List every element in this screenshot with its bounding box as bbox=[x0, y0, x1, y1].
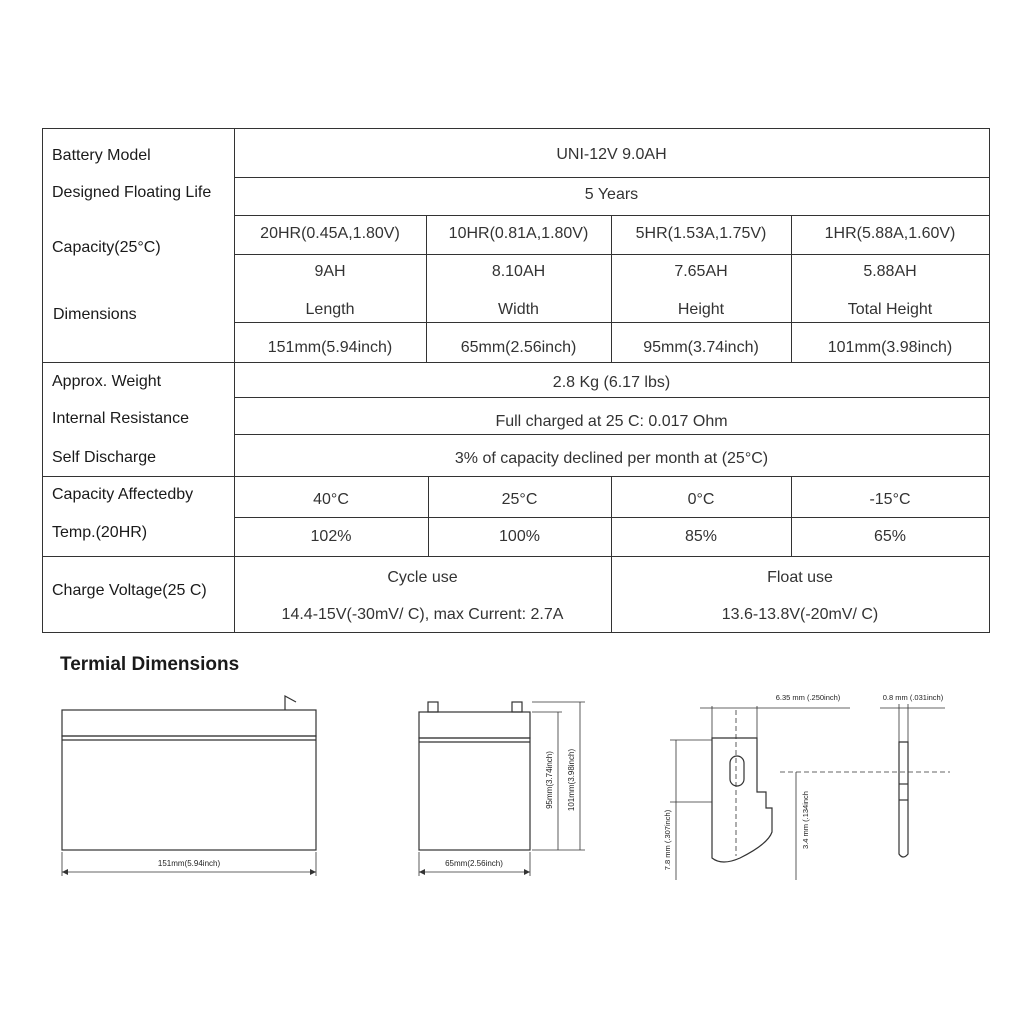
row-divider bbox=[43, 476, 989, 477]
side-height-label: 95mm(3.74inch) bbox=[545, 751, 554, 809]
temp-header: 25°C bbox=[501, 491, 538, 508]
tab-slot-label: 3.4 mm (.134inch bbox=[801, 791, 810, 849]
float-use-label: Float use bbox=[767, 569, 833, 586]
temp-value: 85% bbox=[684, 528, 718, 545]
capacity-value: 9AH bbox=[314, 263, 346, 280]
temp-label-line1: Capacity Affectedby bbox=[52, 486, 194, 503]
side-width-label: 65mm(2.56inch) bbox=[445, 859, 503, 868]
dimension-header: Length bbox=[305, 301, 355, 318]
dimension-header: Total Height bbox=[847, 301, 933, 318]
dimension-value: 101mm(3.98inch) bbox=[827, 339, 953, 356]
self-discharge-value: 3% of capacity declined per month at (25°C) bbox=[454, 450, 769, 467]
dimension-value: 65mm(2.56inch) bbox=[460, 339, 577, 356]
capacity-value: 5.88AH bbox=[863, 263, 917, 280]
side-total-height-label: 101mm(3.98inch) bbox=[567, 748, 576, 812]
capacity-rate: 20HR(0.45A,1.80V) bbox=[260, 225, 400, 242]
temp-header: 40°C bbox=[313, 491, 349, 508]
tab-thickness-label: 0.8 mm (.031inch) bbox=[882, 693, 944, 702]
row-divider bbox=[234, 397, 989, 398]
self-discharge-label: Self Discharge bbox=[52, 449, 157, 466]
terminal-tab-side-drawing bbox=[880, 704, 945, 857]
temp-value: 102% bbox=[310, 528, 352, 545]
tab-lower-label: 7.8 mm (.307inch) bbox=[663, 809, 672, 871]
weight-label: Approx. Weight bbox=[52, 373, 162, 390]
capacity-value: 7.65AH bbox=[674, 263, 728, 280]
temp-header: 0°C bbox=[687, 491, 715, 508]
weight-value: 2.8 Kg (6.17 lbs) bbox=[552, 374, 671, 391]
row-divider bbox=[234, 177, 989, 178]
temp-value: 100% bbox=[499, 528, 540, 545]
resistance-value: Full charged at 25 C: 0.017 Ohm bbox=[495, 413, 728, 430]
cycle-use-value: 14.4-15V(-30mV/ C), max Current: 2.7A bbox=[281, 606, 564, 623]
side-view-drawing bbox=[419, 702, 585, 876]
row-divider bbox=[234, 434, 989, 435]
terminal-dimensions-title: Termial Dimensions bbox=[60, 654, 240, 675]
floating-life-label: Designed Floating Life bbox=[52, 184, 212, 201]
battery-model-value: UNI-12V 9.0AH bbox=[556, 146, 667, 163]
resistance-label: Internal Resistance bbox=[52, 410, 189, 427]
charge-voltage-label: Charge Voltage(25 C) bbox=[52, 582, 207, 599]
row-divider bbox=[234, 517, 989, 518]
row-divider bbox=[43, 362, 989, 363]
temp-header: -15°C bbox=[869, 491, 911, 508]
capacity-value: 8.10AH bbox=[491, 263, 546, 280]
dimension-header: Height bbox=[677, 301, 725, 318]
capacity-rate: 10HR(0.81A,1.80V) bbox=[448, 225, 589, 242]
capacity-rate: 1HR(5.88A,1.60V) bbox=[824, 225, 956, 242]
front-view-drawing bbox=[62, 696, 316, 876]
dimension-header: Width bbox=[498, 301, 539, 318]
tab-width-label: 6.35 mm (.250inch) bbox=[775, 693, 841, 702]
row-divider bbox=[234, 254, 989, 255]
capacity-label: Capacity(25°C) bbox=[52, 239, 161, 256]
dimension-value: 151mm(5.94inch) bbox=[267, 339, 393, 356]
temp-value: 65% bbox=[873, 528, 907, 545]
spec-table bbox=[42, 128, 990, 633]
float-use-value: 13.6-13.8V(-20mV/ C) bbox=[721, 606, 879, 623]
temp-label-line2: Temp.(20HR) bbox=[52, 524, 148, 541]
terminal-drawings bbox=[0, 680, 1024, 980]
row-divider bbox=[234, 322, 989, 323]
capacity-rate: 5HR(1.53A,1.75V) bbox=[635, 225, 767, 242]
front-length-label: 151mm(5.94inch) bbox=[157, 859, 221, 868]
dimension-value: 95mm(3.74inch) bbox=[643, 339, 759, 356]
battery-model-label: Battery Model bbox=[52, 147, 151, 164]
cycle-use-label: Cycle use bbox=[387, 569, 458, 586]
floating-life-value: 5 Years bbox=[584, 186, 639, 203]
dimensions-label: Dimensions bbox=[53, 306, 137, 323]
row-divider bbox=[43, 556, 989, 557]
row-divider bbox=[234, 215, 989, 216]
